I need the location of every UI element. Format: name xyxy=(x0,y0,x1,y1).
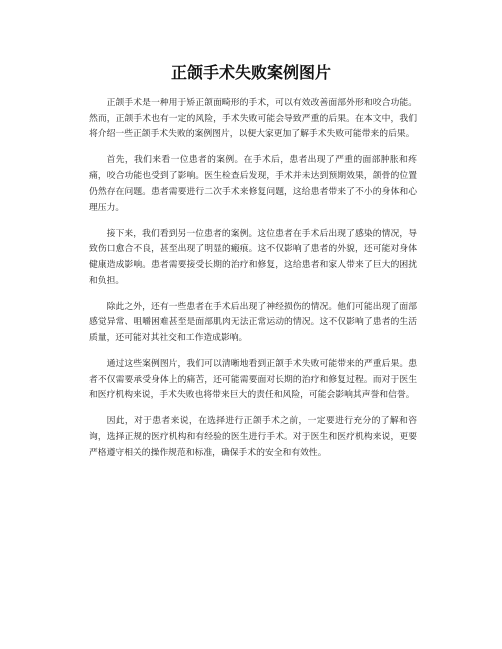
paragraph-2: 首先，我们来看一位患者的案例。在手术后，患者出现了严重的面部肿胀和疼痛，咬合功能也受到了影响。医生检查后发现，手术并未达到预期效果，颌骨的位置仍然存在问题。患者需要进行二次手术来修复问题，这给患者带来了不小的身体和心理压力。 xyxy=(89,155,417,213)
paragraph-1: 正颌手术是一种用于矫正颌面畸形的手术，可以有效改善面部外形和咬合功能。然而，正颌手术也有一定的风险，手术失败可能会导致严重的后果。在本文中，我们将介绍一些正颌手术失败的案例图片，以便大家更加了解手术失败可能带来的后果。 xyxy=(89,98,417,140)
paragraph-4: 除此之外，还有一些患者在手术后出现了神经损伤的情况。他们可能出现了面部感觉异常、咀嚼困难甚至是面部肌肉无法正常运动的情况。这不仅影响了患者的生活质量，还可能对其社交和工作造成影响。 xyxy=(89,301,417,344)
paragraph-6: 因此，对于患者来说，在选择进行正颌手术之前，一定要进行充分的了解和咨询，选择正规的医疗机构和有经验的医生进行手术。对于医生和医疗机构来说，更要严格遵守相关的操作规范和标准，确保手术的安全和有效性。 xyxy=(89,416,417,458)
document-title: 正颌手术失败案例图片 xyxy=(170,63,331,82)
paragraph-5: 通过这些案例图片，我们可以清晰地看到正颌手术失败可能带来的严重后果。患者不仅需要承受身体上的痛苦，还可能需要面对长期的治疗和修复过程。而对于医生和医疗机构来说，手术失败也将带来巨大的责任和风险，可能会影响其声誉和信誉。 xyxy=(89,359,417,401)
paragraph-3: 接下来，我们看到另一位患者的案例。这位患者在手术后出现了感染的情况，导致伤口愈合不良，甚至出现了明显的瘢痕。这不仅影响了患者的外貌，还可能对身体健康造成影响。患者需要接受长期的治疗和修复，这给患者和家人带来了巨大的困扰和负担。 xyxy=(89,228,417,286)
document-body xyxy=(89,96,417,472)
